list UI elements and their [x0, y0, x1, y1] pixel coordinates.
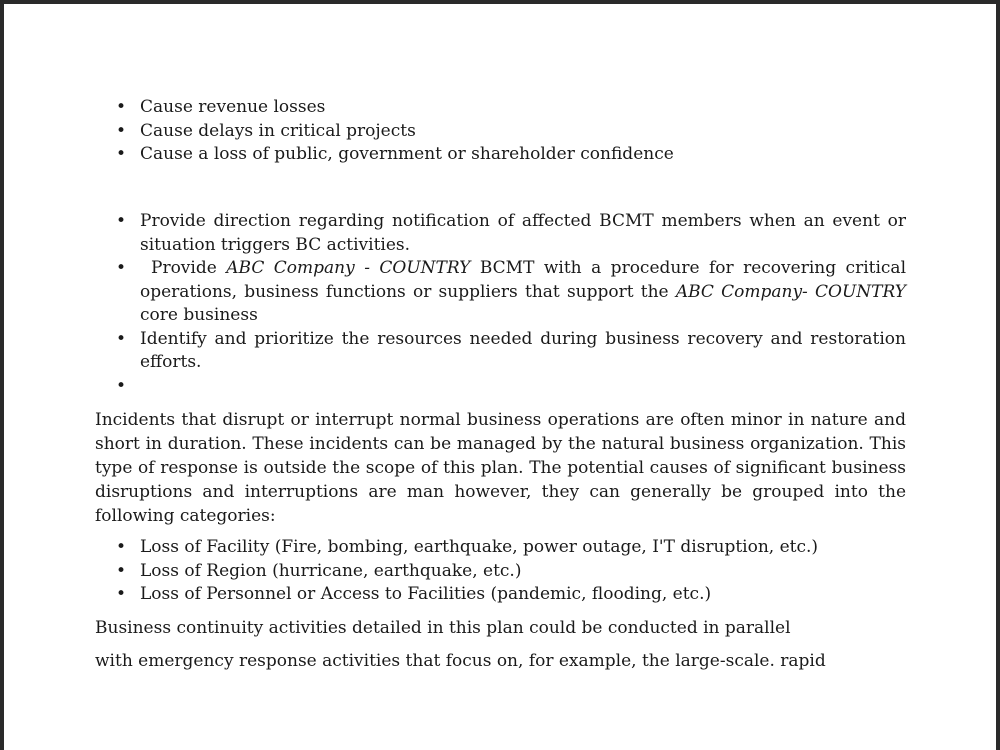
list-item-text: core business: [140, 305, 258, 325]
list-item: • Identify and prioritize the resources needed during business recovery and restoration efforts.: [0, 328, 1000, 375]
company-name: ABC Company- COUNTRY: [675, 281, 906, 302]
list-item: • Loss of Region (hurricane, earthquake, etc.): [0, 560, 1000, 584]
impacts-list: [0, 96, 1000, 167]
categories-list: [0, 536, 1000, 607]
empty-list-item: [0, 375, 1000, 399]
list-item: • Cause a loss of public, government or shareholder confidence: [0, 143, 1000, 167]
list-item: • Loss of Facility (Fire, bombing, earthquake, power outage, I'T disruption, etc.): [0, 536, 1000, 560]
list-item: • Provide direction regarding notification of affected BCMT members when an event or situation triggers BC activities.: [0, 210, 1000, 257]
bc-paragraph-line: Business continuity activities detailed in this plan could be conducted in parallel: [95, 618, 791, 638]
objectives-list: [0, 210, 1000, 398]
list-item-text: Provide: [151, 258, 227, 278]
list-item-text: BCMT with a procedure for recovering critical operations, business functions or suppliers that support the: [140, 258, 907, 302]
list-item: • Cause revenue losses: [0, 96, 1000, 120]
incidents-paragraph: Incidents that disrupt or interrupt normal business operations are often minor in nature and short in duration. These incidents can be managed by the natural business organization. This type of response is outside the scope of this plan. The potential causes of significant business disruptions and interruptions are man however, they can generally be grouped into the following categories:: [95, 410, 906, 526]
list-item: • Loss of Personnel or Access to Facilities (pandemic, flooding, etc.): [0, 583, 1000, 607]
list-item: [0, 257, 1000, 328]
bc-paragraph-line: with emergency response activities that focus on, for example, the large-scale. rapid: [95, 651, 826, 671]
list-item: • Cause delays in critical projects: [0, 120, 1000, 144]
company-name: ABC Company - COUNTRY: [226, 258, 471, 278]
